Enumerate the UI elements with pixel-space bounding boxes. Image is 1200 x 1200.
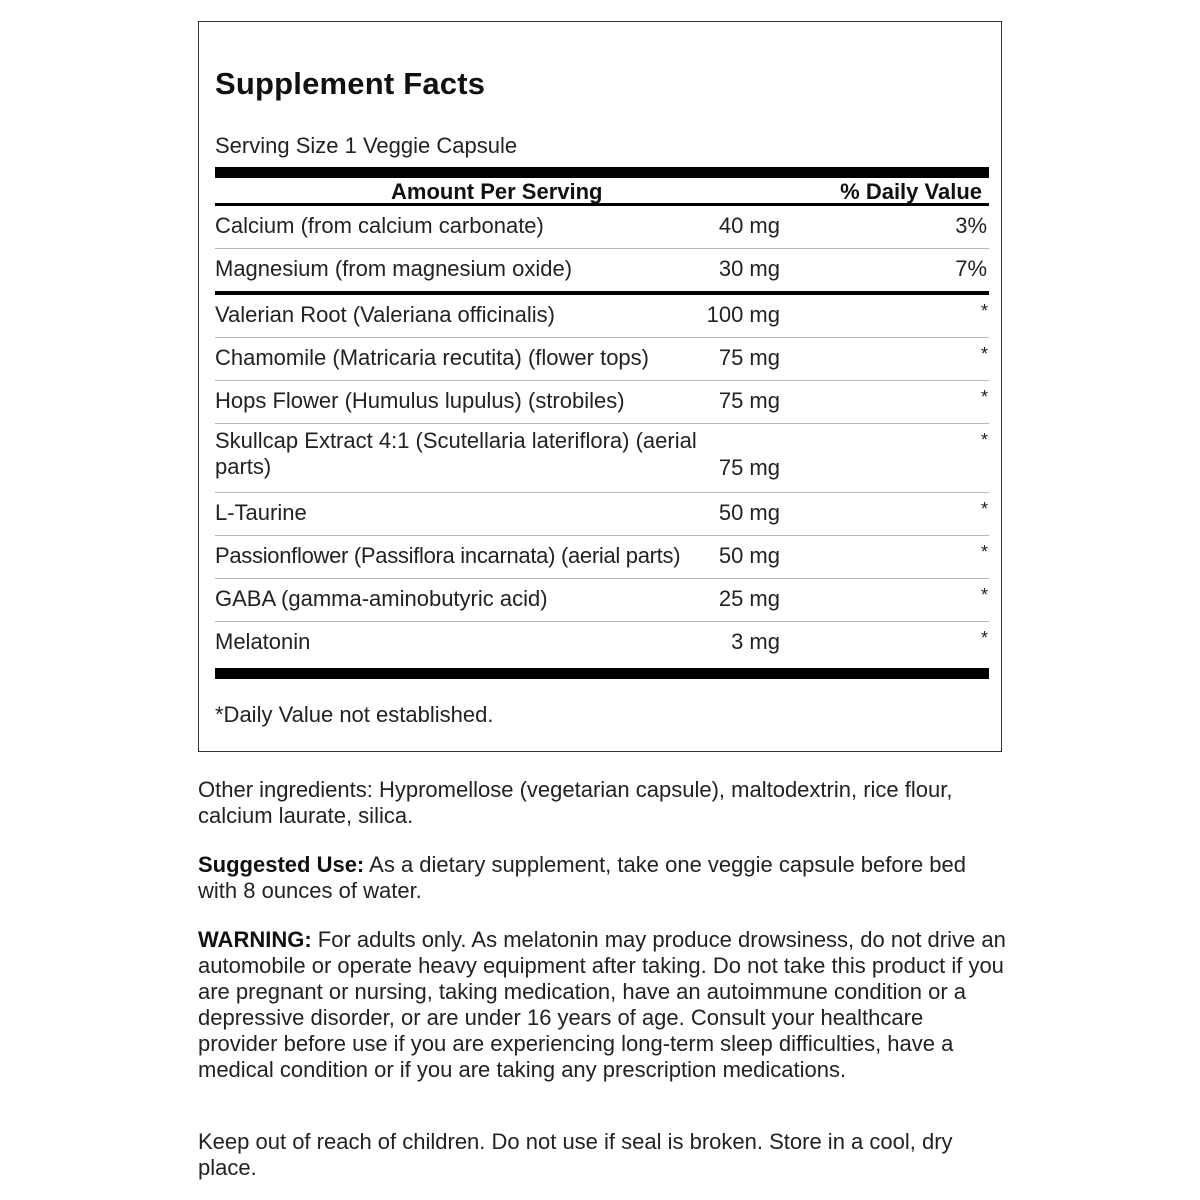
facts-row-magnesium [215,249,989,295]
ingredient-name: Skullcap Extract 4:1 (Scutellaria lateriflora) (aerial parts) [215,428,697,479]
suggested-use-label: Suggested Use: [198,852,365,877]
ingredient-amount: 100 mg [706,302,780,327]
ingredient-name: L-Taurine [215,500,307,525]
ingredient-daily-value: * [980,430,988,450]
ingredient-amount: 25 mg [718,586,780,611]
ingredient-amount: 3 mg [731,629,780,654]
warning-text: For adults only. As melatonin may produce drowsiness, do not drive an automobile or operate heavy equipment after taking. Do not take this product if you are pregnant or nursing, taking medication, have an autoimmune condition or a depressive disorder, or are under 16 years of age. Consult your healthcare provider before use if you are experiencing long-term sleep difficulties, have a medical condition or if you are taking any prescription medications. [198,927,1006,1082]
facts-rows [215,206,989,665]
ingredient-daily-value: * [980,542,988,562]
amount-per-serving-header: Amount Per Serving [391,179,603,204]
ingredient-name: Passionflower (Passiflora incarnata) (aerial parts) [215,543,681,568]
ingredient-name: Hops Flower (Humulus lupulus) (strobiles) [215,388,625,413]
ingredient-name: Chamomile (Matricaria recutita) (flower tops) [215,345,649,370]
facts-row-melatonin [215,622,989,665]
facts-row-l-taurine [215,493,989,536]
warning-label: WARNING: [198,927,312,952]
ingredient-daily-value: * [980,344,988,364]
facts-title: Supplement Facts [215,66,486,101]
ingredient-daily-value: * [980,628,988,648]
ingredient-name: Valerian Root (Valeriana officinalis) [215,302,555,327]
ingredient-name: Melatonin [215,629,311,654]
facts-row-skullcap [215,424,989,493]
ingredient-daily-value: * [980,301,988,321]
ingredient-daily-value: 7% [955,256,987,281]
ingredient-daily-value: 3% [955,213,987,238]
facts-row-passionflower [215,536,989,579]
ingredient-amount: 40 mg [718,213,780,238]
bottom-rule [215,668,989,679]
ingredient-name: Calcium (from calcium carbonate) [215,213,544,238]
ingredient-name: Magnesium (from magnesium oxide) [215,256,573,281]
ingredient-daily-value: * [980,585,988,605]
ingredient-daily-value: * [980,499,988,519]
storage-instructions: Keep out of reach of children. Do not use if seal is broken. Store in a cool, dry place. [198,1129,953,1180]
daily-value-header: % Daily Value [840,179,982,204]
serving-size: Serving Size 1 Veggie Capsule [215,133,518,158]
ingredient-name: GABA (gamma-aminobutyric acid) [215,586,548,611]
ingredient-amount: 50 mg [718,543,780,568]
warning [198,927,1008,1083]
other-ingredients: Other ingredients: Hypromellose (vegetarian capsule), maltodextrin, rice flour, calcium laurate, silica. [198,777,953,828]
facts-row-chamomile [215,338,989,381]
ingredient-daily-value: * [980,387,988,407]
top-rule [215,167,989,178]
facts-row-calcium [215,206,989,249]
suggested-use-text: As a dietary supplement, take one veggie capsule before bed with 8 ounces of water. [198,852,966,903]
suggested-use [198,852,1008,904]
ingredient-amount: 75 mg [718,455,780,480]
ingredient-amount: 75 mg [718,388,780,413]
ingredient-amount: 50 mg [718,500,780,525]
daily-value-footnote: *Daily Value not established. [215,702,494,727]
facts-row-valerian [215,295,989,338]
facts-row-hops [215,381,989,424]
ingredient-amount: 75 mg [718,345,780,370]
supplement-facts-panel [198,21,1002,752]
facts-header-row [215,178,989,206]
ingredient-amount: 30 mg [718,256,780,281]
facts-row-gaba [215,579,989,622]
